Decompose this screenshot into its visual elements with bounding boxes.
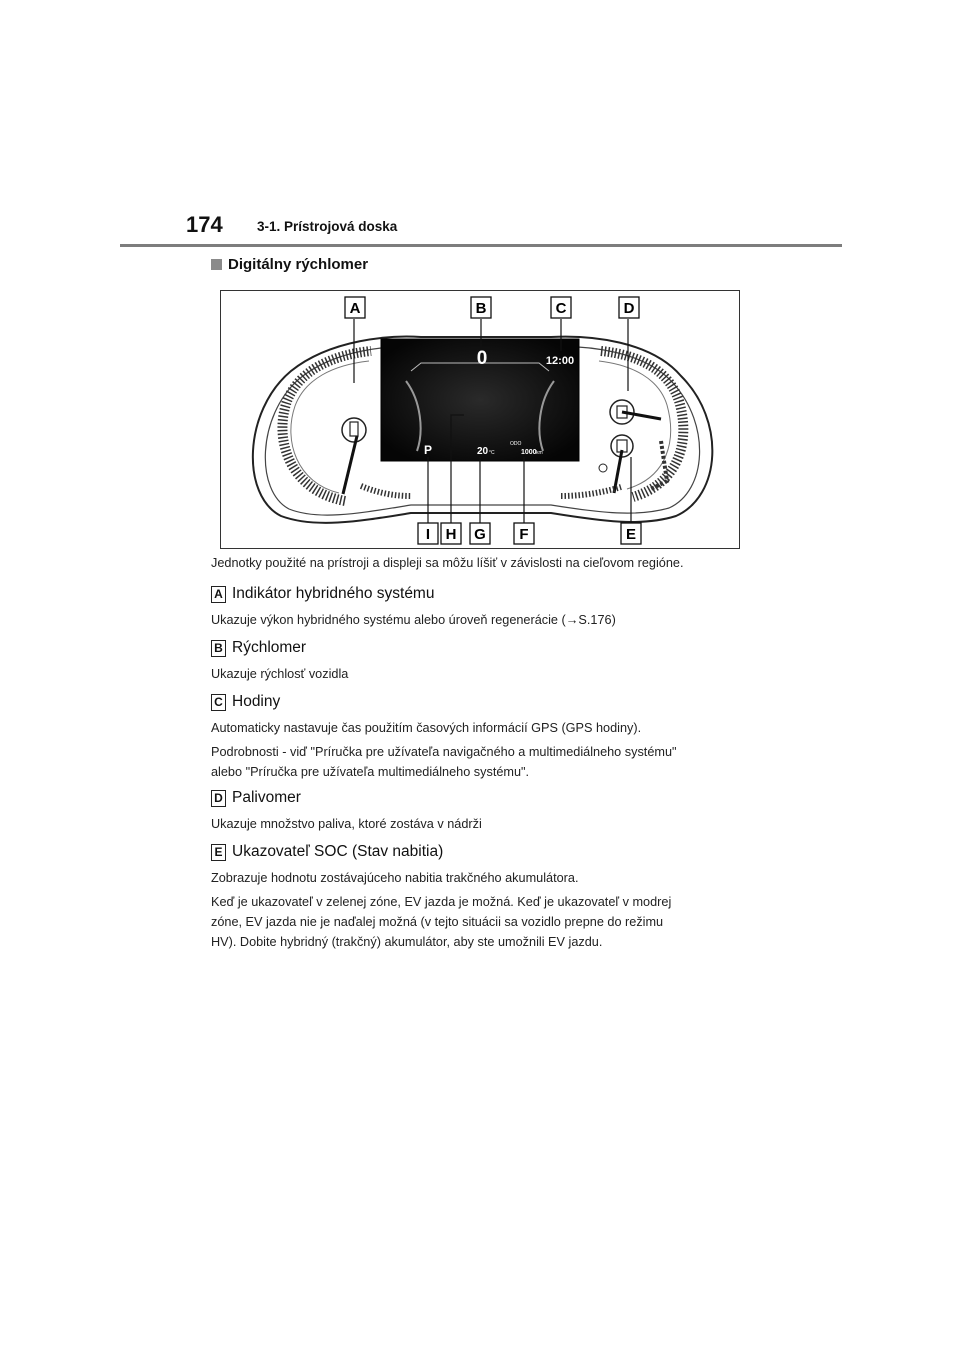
callout-G: G <box>474 526 486 543</box>
item-b <box>211 639 348 684</box>
callout-H: H <box>445 526 457 543</box>
display-odometer-label: ODO <box>510 441 522 447</box>
instrument-cluster-figure <box>220 290 740 549</box>
instrument-cluster-illustration <box>221 291 739 548</box>
item-description: Ukazuje množstvo paliva, ktoré zostáva v nádrži <box>211 817 482 831</box>
sub-heading-text: Digitálny rýchlomer <box>228 256 369 273</box>
callout-C: C <box>555 300 567 317</box>
item-letter: D <box>211 790 226 807</box>
item-description: Ukazuje výkon hybridného systému alebo úroveň regenerácie (→S.176) <box>211 613 616 627</box>
item-letter: C <box>211 694 226 711</box>
section-title: 3-1. Prístrojová doska <box>257 219 398 234</box>
display-speed: 0 <box>476 348 488 369</box>
item-a <box>211 585 616 630</box>
item-description: Ukazuje rýchlosť vozidla <box>211 667 349 681</box>
sub-heading <box>211 256 368 273</box>
item-title: Palivomer <box>232 789 301 806</box>
item-description: Podrobnosti - viď "Príručka pre užívateľa navigačného a multimediálneho systému" <box>211 745 677 759</box>
callout-A: A <box>349 300 361 317</box>
callout-F: F <box>519 526 529 543</box>
item-title: Ukazovateľ SOC (Stav nabitia) <box>232 843 444 860</box>
display-temperature-unit: °C <box>489 450 495 456</box>
callout-boxes-bottom <box>418 523 641 544</box>
header-rule <box>120 244 842 247</box>
item-description: alebo "Príručka pre užívateľa multimediálneho systému". <box>211 765 530 779</box>
display-temperature: 20 <box>477 446 489 457</box>
item-letter: E <box>211 844 226 861</box>
display-clock: 12:00 <box>545 355 575 367</box>
item-description: HV). Dobite hybridný (trakčný) akumulátor, aby ste umožnili EV jazdu. <box>211 935 603 949</box>
item-letter: A <box>211 586 226 603</box>
callout-I: I <box>425 526 431 543</box>
item-description: Keď je ukazovateľ v zelenej zóne, EV jazda je možná. Keď je ukazovateľ v modrej <box>211 895 672 909</box>
callout-E: E <box>625 526 637 543</box>
item-e <box>211 843 671 952</box>
item-letter: B <box>211 640 226 657</box>
square-bullet-icon <box>211 259 222 270</box>
display-odometer-unit: km <box>536 450 543 456</box>
callout-B: B <box>475 300 487 317</box>
display-odometer: 1000 <box>521 449 537 456</box>
item-description: Automaticky nastavuje čas použitím časových informácií GPS (GPS hodiny). <box>211 721 642 735</box>
item-title: Hodiny <box>232 693 281 710</box>
item-title: Indikátor hybridného systému <box>232 585 435 602</box>
callout-D: D <box>623 300 635 317</box>
item-d <box>211 789 482 834</box>
item-description: Zobrazuje hodnotu zostávajúceho nabitia trakčného akumulátora. <box>211 871 579 885</box>
page-number: 174 <box>186 212 223 237</box>
item-c <box>211 693 677 782</box>
center-display <box>381 339 579 461</box>
figure-caption: Jednotky použité na prístroji a displeji sa môžu líšiť v závislosti na cieľovom regióne. <box>211 556 684 570</box>
item-title: Rýchlomer <box>232 639 307 656</box>
item-description: zóne, EV jazda nie je naďalej možná (v tejto situácii sa vozidlo prepne do režimu <box>211 915 664 929</box>
callout-boxes-top <box>345 297 639 318</box>
display-gear: P <box>423 443 433 457</box>
